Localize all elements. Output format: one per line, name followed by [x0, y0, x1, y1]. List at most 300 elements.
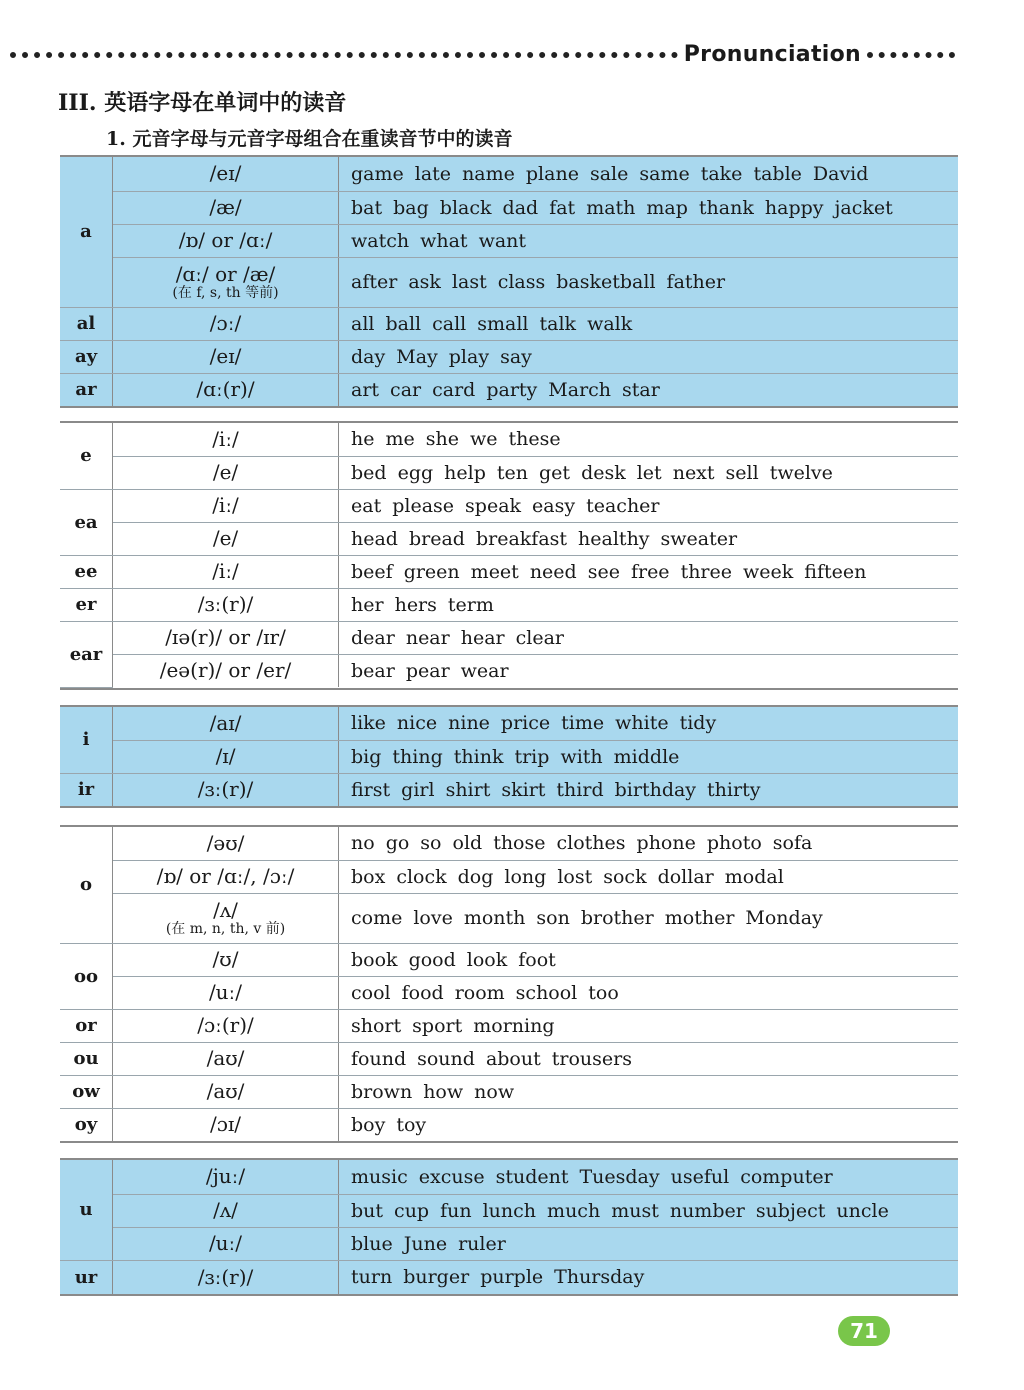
example-word: modal	[724, 865, 784, 888]
table-row	[60, 827, 958, 860]
example-words-cell	[339, 257, 959, 307]
page-header	[10, 40, 955, 68]
example-word: first	[351, 778, 391, 801]
letter-cell: ou	[60, 1042, 113, 1075]
example-word: computer	[740, 1165, 833, 1188]
letter-cell: e	[60, 423, 113, 489]
example-word: father	[666, 271, 726, 293]
example-word: day	[351, 345, 386, 368]
phonetic-symbol: /ʌ/	[213, 897, 238, 922]
phonetic-symbol: /ɔː/	[209, 311, 242, 335]
example-word: me	[385, 428, 415, 451]
example-word: small	[477, 312, 529, 335]
phonics-table	[60, 157, 958, 406]
letter-cell: er	[60, 588, 113, 621]
example-word: fifteen	[804, 560, 867, 583]
example-word: late	[414, 162, 452, 185]
phonics-group	[60, 705, 958, 808]
example-word: skirt	[501, 778, 546, 801]
example-word: these	[508, 428, 561, 451]
example-words-cell	[339, 1160, 959, 1194]
example-word: cool	[351, 981, 391, 1004]
example-word: card	[432, 378, 476, 401]
example-word: purple	[480, 1266, 544, 1289]
example-word: how	[423, 1080, 464, 1103]
example-word: take	[700, 162, 743, 185]
example-word: foot	[518, 948, 556, 971]
example-words-cell	[339, 654, 959, 687]
phonetic-symbol: /iː/	[212, 426, 239, 451]
phonetic-cell	[113, 893, 339, 943]
example-word: price	[500, 712, 551, 735]
letter-cell: ir	[60, 773, 113, 806]
table-row	[60, 423, 958, 456]
phonetic-symbol: /aʊ/	[206, 1046, 245, 1070]
example-word: free	[630, 560, 670, 583]
example-word: son	[536, 907, 570, 929]
example-word: class	[497, 271, 546, 293]
example-word: bed	[351, 461, 387, 484]
example-word: May	[396, 345, 438, 368]
example-word: game	[351, 162, 404, 185]
example-word: hear	[460, 626, 505, 649]
example-word: he	[351, 428, 375, 451]
header-dots-left	[10, 52, 678, 58]
example-word: long	[504, 865, 547, 888]
example-word: too	[588, 981, 619, 1004]
example-word: star	[622, 378, 660, 401]
phonetic-symbol: /ɪə(r)/ or /ɪr/	[165, 625, 286, 649]
phonetic-cell	[113, 307, 339, 340]
example-word: walk	[587, 312, 633, 335]
phonics-group	[60, 825, 958, 1143]
phonetic-symbol: /ɜː(r)/	[197, 592, 254, 616]
example-word: white	[615, 712, 669, 735]
example-word: meet	[470, 560, 519, 583]
phonetic-symbol: /ʊ/	[212, 947, 239, 971]
example-word: dear	[351, 626, 395, 649]
example-word: egg	[397, 461, 434, 484]
example-word: phone	[636, 832, 696, 855]
example-word: green	[403, 560, 460, 583]
example-word: Thursday	[554, 1266, 645, 1289]
table-row	[60, 555, 958, 588]
example-word: we	[469, 428, 498, 451]
example-words-cell	[339, 340, 959, 373]
example-word: room	[454, 981, 505, 1004]
example-word: clothes	[556, 832, 626, 855]
table-row	[60, 373, 958, 406]
phonetic-cell	[113, 621, 339, 654]
example-word: much	[547, 1199, 601, 1222]
phonetic-cell	[113, 860, 339, 893]
example-words-cell	[339, 373, 959, 406]
example-word: bag	[393, 196, 429, 219]
phonetic-cell	[113, 522, 339, 555]
example-word: boy	[351, 1113, 386, 1136]
example-word: dog	[457, 865, 494, 888]
table-row	[60, 1160, 958, 1194]
example-word: nine	[448, 712, 490, 735]
example-word: good	[408, 948, 456, 971]
example-word: bat	[351, 196, 383, 219]
table-row	[60, 773, 958, 806]
letter-cell: ay	[60, 340, 113, 373]
example-word: pear	[405, 659, 450, 682]
example-word: what	[420, 229, 468, 252]
letter-cell: ow	[60, 1075, 113, 1108]
header-dots-right	[867, 52, 955, 58]
example-word: March	[548, 378, 612, 401]
example-word: sofa	[772, 832, 813, 855]
example-words-cell	[339, 191, 959, 224]
example-word: let	[636, 461, 662, 484]
example-word: must	[611, 1199, 659, 1222]
example-word: music	[351, 1165, 408, 1188]
example-word: toy	[396, 1113, 427, 1136]
example-word: eat	[351, 494, 382, 517]
example-word: sound	[417, 1047, 475, 1070]
example-word: brown	[351, 1080, 413, 1103]
example-word: term	[447, 593, 494, 616]
table-row	[60, 191, 958, 224]
example-words-cell	[339, 307, 959, 340]
phonetic-symbol: /aɪ/	[209, 710, 242, 735]
phonetic-note: (在 f, s, th 等前)	[172, 284, 279, 301]
table-row	[60, 707, 958, 740]
phonetic-cell	[113, 654, 339, 687]
example-words-cell	[339, 707, 959, 740]
example-word: head	[351, 527, 398, 550]
table-row	[60, 1194, 958, 1227]
phonics-table	[60, 827, 958, 1141]
example-word: no	[351, 832, 375, 855]
example-word: month	[463, 907, 526, 929]
letter-cell: a	[60, 157, 113, 307]
phonetic-symbol: /aʊ/	[206, 1079, 245, 1103]
example-words-cell	[339, 1075, 959, 1108]
example-word: lost	[557, 865, 593, 888]
table-row	[60, 621, 958, 654]
example-word: math	[586, 196, 636, 219]
letter-cell: i	[60, 707, 113, 773]
phonetic-cell	[113, 1260, 339, 1294]
example-word: twelve	[769, 461, 833, 484]
table-row	[60, 522, 958, 555]
table-row	[60, 456, 958, 489]
example-word: speak	[465, 494, 522, 517]
example-word: get	[539, 461, 571, 484]
example-word: breakfast	[475, 527, 568, 550]
example-words-cell	[339, 943, 959, 976]
example-word: need	[529, 560, 577, 583]
example-word: plane	[525, 162, 579, 185]
phonetic-cell	[113, 1075, 339, 1108]
letter-cell: or	[60, 1009, 113, 1042]
phonetic-cell	[113, 1160, 339, 1194]
example-word: turn	[351, 1266, 393, 1289]
phonetic-cell	[113, 588, 339, 621]
example-word: about	[485, 1047, 541, 1070]
example-word: with	[560, 745, 603, 768]
phonetic-cell	[113, 157, 339, 191]
example-word: mother	[664, 907, 735, 929]
example-word: party	[486, 378, 538, 401]
table-row	[60, 307, 958, 340]
phonetic-symbol: /juː/	[205, 1164, 246, 1189]
example-word: talk	[539, 312, 577, 335]
phonetic-cell	[113, 827, 339, 860]
example-word: David	[812, 162, 869, 185]
example-word: Tuesday	[579, 1165, 660, 1188]
phonetic-cell	[113, 1227, 339, 1260]
phonetic-symbol: /ɔː(r)/	[197, 1013, 254, 1037]
example-word: help	[444, 461, 486, 484]
example-word: brother	[580, 907, 654, 929]
phonetic-symbol: /ɜː(r)/	[197, 777, 254, 802]
phonics-group	[60, 155, 958, 408]
phonetic-symbol: /æ/	[209, 195, 242, 219]
example-word: subject	[755, 1199, 826, 1222]
header-title: Pronunciation	[683, 41, 861, 67]
example-word: third	[556, 778, 604, 801]
phonics-table	[60, 1160, 958, 1294]
example-word: she	[425, 428, 459, 451]
example-word: three	[680, 560, 733, 583]
example-words-cell	[339, 1227, 959, 1260]
example-words-cell	[339, 1042, 959, 1075]
example-word: ball	[385, 312, 422, 335]
example-word: same	[639, 162, 690, 185]
example-word: photo	[706, 832, 762, 855]
example-word: now	[474, 1080, 515, 1103]
letter-cell: ea	[60, 489, 113, 555]
example-word: sport	[412, 1014, 463, 1037]
table-row	[60, 257, 958, 307]
example-word: ten	[496, 461, 529, 484]
example-word: burger	[403, 1266, 470, 1289]
example-word: old	[452, 832, 483, 855]
example-word: clear	[515, 626, 565, 649]
phonetic-symbol: /e/	[212, 526, 239, 550]
example-word: uncle	[836, 1199, 889, 1222]
example-word: shirt	[445, 778, 491, 801]
example-words-cell	[339, 489, 959, 522]
example-word: jacket	[834, 196, 893, 219]
example-word: box	[351, 865, 386, 888]
letter-cell: oo	[60, 943, 113, 1009]
example-word: her	[351, 593, 384, 616]
example-word: car	[390, 378, 422, 401]
example-word: thing	[392, 745, 443, 768]
example-word: desk	[581, 461, 626, 484]
letter-cell: al	[60, 307, 113, 340]
example-word: dollar	[657, 865, 714, 888]
phonetic-symbol: /əʊ/	[206, 830, 245, 855]
table-row	[60, 976, 958, 1009]
example-word: dad	[502, 196, 539, 219]
phonetic-symbol: /uː/	[208, 980, 243, 1004]
phonetic-symbol: /uː/	[208, 1231, 243, 1255]
example-word: trip	[514, 745, 550, 768]
example-word: watch	[351, 229, 410, 252]
phonetic-cell	[113, 191, 339, 224]
example-words-cell	[339, 423, 959, 456]
example-word: food	[401, 981, 444, 1004]
example-words-cell	[339, 1260, 959, 1294]
example-word: but	[351, 1199, 384, 1222]
phonetic-symbol: /eə(r)/ or /er/	[159, 658, 292, 683]
table-row	[60, 1009, 958, 1042]
example-word: student	[495, 1165, 569, 1188]
table-row	[60, 157, 958, 191]
example-words-cell	[339, 740, 959, 773]
phonetic-cell	[113, 1009, 339, 1042]
example-word: found	[351, 1047, 407, 1070]
example-word: short	[351, 1014, 402, 1037]
example-word: near	[405, 626, 450, 649]
letter-cell: ee	[60, 555, 113, 588]
phonetic-cell	[113, 423, 339, 456]
example-word: say	[500, 345, 532, 368]
letter-cell: o	[60, 827, 113, 943]
example-word: trousers	[551, 1047, 632, 1070]
example-word: thirty	[707, 778, 761, 801]
letter-cell: ar	[60, 373, 113, 406]
example-word: want	[478, 229, 527, 252]
example-word: thank	[698, 196, 754, 219]
page-number-badge: 71	[838, 1316, 890, 1346]
phonetic-symbol: /iː/	[212, 493, 239, 517]
phonetic-symbol: /e/	[212, 460, 239, 484]
phonetic-cell	[113, 340, 339, 373]
example-word: name	[462, 162, 515, 185]
section-title: III. 英语字母在单词中的读音	[58, 90, 347, 116]
example-word: look	[466, 948, 508, 971]
phonetic-cell	[113, 555, 339, 588]
example-word: ask	[408, 271, 441, 293]
example-word: teacher	[586, 494, 660, 517]
example-word: week	[743, 560, 794, 583]
table-row	[60, 740, 958, 773]
example-word: healthy	[578, 527, 650, 550]
phonetic-symbol: /ɒ/ or /ɑː/, /ɔː/	[156, 864, 295, 888]
example-word: wear	[460, 659, 509, 682]
example-word: table	[753, 162, 802, 185]
example-word: bear	[351, 659, 395, 682]
example-words-cell	[339, 588, 959, 621]
phonetic-symbol: /eɪ/	[209, 161, 242, 186]
table-row	[60, 340, 958, 373]
section-subtitle: 1. 元音字母与元音字母组合在重读音节中的读音	[106, 128, 513, 150]
example-word: please	[392, 494, 455, 517]
example-word: like	[351, 712, 386, 735]
letter-cell: oy	[60, 1108, 113, 1141]
example-word: black	[439, 196, 492, 219]
example-word: all	[351, 312, 375, 335]
phonetic-cell	[113, 1194, 339, 1227]
example-word: fun	[440, 1199, 472, 1222]
example-word: tidy	[679, 712, 717, 735]
phonetic-cell	[113, 224, 339, 257]
example-word: sale	[589, 162, 629, 185]
table-row	[60, 893, 958, 943]
example-word: basketball	[556, 271, 656, 293]
table-row	[60, 1260, 958, 1294]
phonics-group	[60, 1158, 958, 1296]
phonics-group	[60, 421, 958, 690]
phonetic-cell	[113, 456, 339, 489]
phonetic-symbol: /ɜː(r)/	[197, 1264, 254, 1289]
phonetic-symbol: /iː/	[212, 559, 239, 583]
example-word: middle	[613, 745, 680, 768]
phonetic-symbol: /ɑː/ or /æ/	[175, 261, 276, 286]
phonics-table	[60, 423, 958, 688]
example-words-cell	[339, 224, 959, 257]
example-word: come	[351, 907, 403, 929]
phonetic-cell	[113, 1108, 339, 1141]
example-word: art	[351, 378, 380, 401]
table-row	[60, 1227, 958, 1260]
example-words-cell	[339, 976, 959, 1009]
example-word: those	[493, 832, 546, 855]
phonetic-symbol: /ɒ/ or /ɑː/	[178, 228, 273, 252]
table-row	[60, 588, 958, 621]
example-word: clock	[396, 865, 447, 888]
example-words-cell	[339, 522, 959, 555]
example-word: call	[432, 312, 467, 335]
table-row	[60, 489, 958, 522]
example-word: girl	[401, 778, 435, 801]
example-word: book	[351, 948, 398, 971]
example-words-cell	[339, 827, 959, 860]
phonetic-cell	[113, 489, 339, 522]
example-word: after	[351, 271, 398, 293]
example-word: time	[561, 712, 605, 735]
example-word: big	[351, 745, 382, 768]
phonetic-note: (在 m, n, th, v 前)	[165, 920, 286, 937]
phonetic-symbol: /ɔɪ/	[209, 1112, 242, 1137]
table-row	[60, 1075, 958, 1108]
phonetic-symbol: /ɪ/	[215, 744, 236, 768]
phonetic-cell	[113, 773, 339, 806]
example-word: birthday	[614, 778, 697, 801]
phonetic-cell	[113, 707, 339, 740]
example-word: bread	[408, 527, 465, 550]
example-word: blue	[351, 1232, 393, 1255]
example-word: go	[385, 832, 410, 855]
example-word: think	[453, 745, 504, 768]
example-words-cell	[339, 157, 959, 191]
example-words-cell	[339, 456, 959, 489]
example-word: useful	[670, 1165, 730, 1188]
phonetic-cell	[113, 373, 339, 406]
example-words-cell	[339, 860, 959, 893]
phonetic-cell	[113, 257, 339, 307]
phonetic-symbol: /ʌ/	[213, 1198, 238, 1222]
example-word: beef	[351, 560, 393, 583]
example-word: excuse	[418, 1165, 485, 1188]
phonetic-symbol: /ɑː(r)/	[196, 377, 255, 402]
example-word: morning	[473, 1014, 555, 1037]
example-word: hers	[394, 593, 437, 616]
phonetic-cell	[113, 740, 339, 773]
example-word: school	[515, 981, 578, 1004]
example-word: love	[413, 907, 453, 929]
example-word: fat	[549, 196, 576, 219]
table-row	[60, 224, 958, 257]
example-word: sock	[603, 865, 647, 888]
